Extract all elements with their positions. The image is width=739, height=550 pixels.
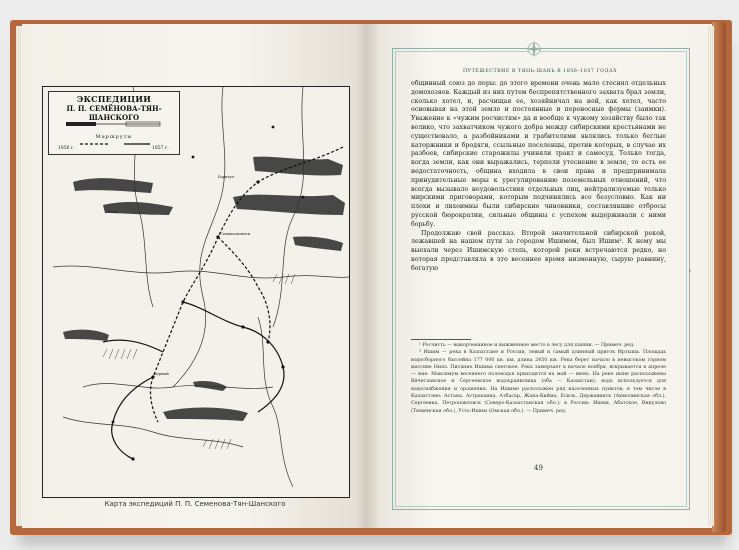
map-title: ЭКСПЕДИЦИИ (76, 94, 152, 104)
paragraph: общинный союз до поры: до этого времени очень мало стеснял отдельных домохозяев. Каждый из них путем беспрепятственного захвата брал земли, сколько хотел, и, расчищая ее, хозяйничал на ней, как хотел, часто основывая на этой земле и постоянные и переносные фермы (заимки). Уважение к «чужим росчистям» да и вообще к чужому хозяйству было так велико, что захватчиком чужого добра между сибирскими крестьянами не существовало, а разбойниками и грабителями являлись только беглые каторжники и бродяги, ссыльные поселенцы, против которых, в случае их разбоев, сибирские старожилы учиняли тракт и самосуд. Только тогда, когда земли, как они выражались, терпели утеснение в земле, то есть ее недостаточность, община входила в свои права и предпринимала принудительные меры к урегулированию поземельных отношений, что всегда вызывало неудовольствия отдельных лиц, нейтрализуемые только мирскими приговорами, которым подчинялись все безусловно. Как ни плохи и лихоимны были сибирские чиновники, составлявшие отбросы русской бюрократии, сильные общины с успехом выдерживали с ними борьбу. (411, 80, 666, 228)
map-caption: Карта экспедиций П. П. Семенова-Тян-Шанского (104, 500, 286, 508)
map-scale-bar (56, 116, 172, 130)
body-text (411, 80, 666, 274)
map-place-label: Семипалатинск (220, 232, 251, 236)
book-cover-edge (712, 22, 726, 532)
map-routes-label: Маршруты (95, 134, 133, 140)
compass-ornament-icon (523, 38, 545, 60)
map-year-1857: 1857 г. (152, 146, 169, 151)
paragraph: Продолжаю свой рассказ. Второй значительной сибирской рекой, лежавшей на нашем пути за городом Ишимом, был Ишим². К нему мы выехали через Ишимскую степь, которой реки встречаются редко, но которая представляла в это весеннее время низменную, сырую равнину, богатую (411, 229, 666, 272)
running-head: ПУТЕШЕСТВИЕ В ТЯНЬ-ШАНЬ В 1856–1857 ГОДАХ (462, 69, 618, 74)
margin-mark: ϵ (689, 268, 692, 273)
map-year-1856: 1856 г. (58, 146, 75, 151)
page-stack-right (708, 26, 714, 526)
map-place-label: Верный (154, 372, 169, 376)
footnotes (411, 342, 666, 415)
footnote: ² Ишим — река в Казахстане и России, левый и самый длинный приток Иртыша. Площадь водосборного бассейна 177 000 кв. км, длина 2450 км. Река берет начало в невысоком горном массиве Нияз. Питание Ишима снеговое. Река замерзает в начале ноября, вскрывается в апреле — мае. Максимум весеннего половодья приходится на май — июнь. На реке ныне расположены Вячеславское и Сергеевское водохранилища (оба — Казахстан); вода используется для водоснабжения и орошения. На Ишиме расположен ряд населенных пунктов, в том числе в Казахстане: Астана, Астраханка, Атбасар, Жана-Кийма, Есиль, Державинск (Акмолинская обл.), Сергеевка, Петропавловск (Северо-Казахстанская обл.); в России: Ишим, Абатское, Викулово (Тюменская обл.), Усть-Ишим (Омская обл.). — Примеч. ред. (411, 350, 666, 414)
map-subtitle: П. П. СЕМЁНОВА-ТЯН-ШАНСКОГО (66, 104, 162, 122)
footnote: ¹ Росчисть — выкорчеванное и выжженное место в лесу для пашни. — Примеч. ред. (419, 343, 635, 348)
map-place-label: Омск (108, 210, 119, 214)
map-place-label: Барнаул (218, 175, 235, 179)
footnote-rule (411, 339, 471, 340)
page-number: 49 (534, 464, 543, 472)
